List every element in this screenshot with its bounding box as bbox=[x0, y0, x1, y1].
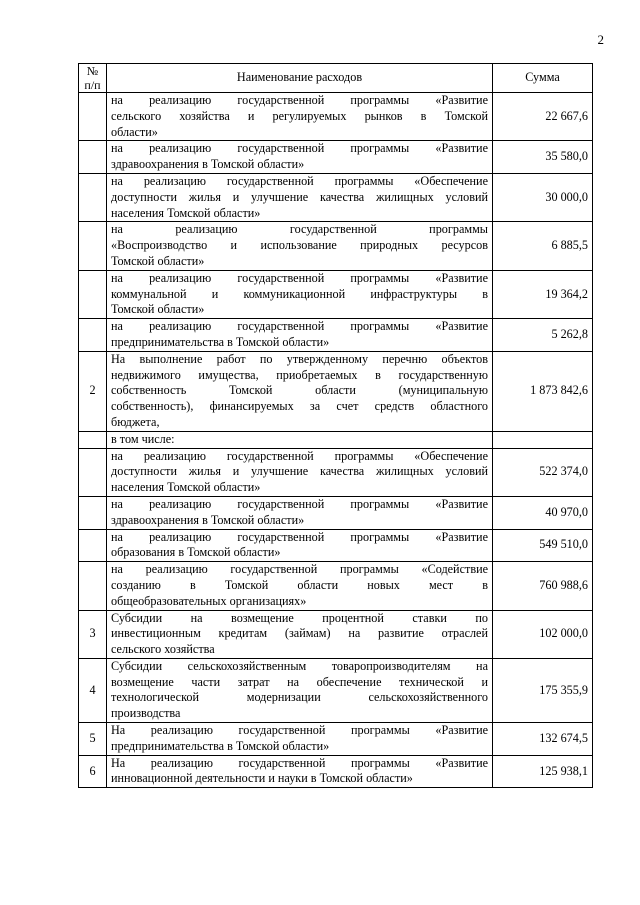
table-row bbox=[79, 319, 593, 352]
row-description-line: на реализацию государственной программы «Развитие bbox=[111, 270, 488, 285]
table-row bbox=[79, 610, 593, 658]
table-body bbox=[79, 93, 593, 788]
row-number: 2 bbox=[79, 351, 107, 431]
row-number bbox=[79, 562, 107, 610]
row-description bbox=[107, 222, 493, 270]
header-number-line2: п/п bbox=[84, 78, 101, 92]
row-description-line: возмещение части затрат на обеспечение технической и bbox=[111, 674, 488, 689]
row-number: 3 bbox=[79, 610, 107, 658]
row-number bbox=[79, 173, 107, 221]
row-description-line: сельского хозяйства bbox=[111, 642, 215, 657]
row-description-line: коммунальной и коммуникационной инфраструктуры в bbox=[111, 286, 488, 301]
row-number bbox=[79, 319, 107, 352]
row-description-line: На реализацию государственной программы «Развитие bbox=[111, 723, 488, 738]
row-number bbox=[79, 93, 107, 141]
row-number: 4 bbox=[79, 658, 107, 722]
table-row bbox=[79, 173, 593, 221]
row-description bbox=[107, 755, 493, 788]
row-amount: 549 510,0 bbox=[493, 529, 593, 562]
row-amount: 22 667,6 bbox=[493, 93, 593, 141]
header-sum: Сумма bbox=[493, 64, 593, 93]
row-description bbox=[107, 270, 493, 318]
row-amount: 6 885,5 bbox=[493, 222, 593, 270]
row-description-line: образования в Томской области» bbox=[111, 545, 281, 560]
table-row bbox=[79, 496, 593, 529]
row-description-line: области» bbox=[111, 124, 158, 139]
row-description-line: на реализацию государственной программы «Развитие bbox=[111, 529, 488, 544]
row-description bbox=[107, 351, 493, 431]
row-amount: 1 873 842,6 bbox=[493, 351, 593, 431]
row-description-line: общеобразовательных организациях» bbox=[111, 593, 307, 608]
row-description-line: на реализацию государственной программы «Обеспечение bbox=[111, 448, 488, 463]
row-description-line: Томской области» bbox=[111, 253, 205, 268]
header-name: Наименование расходов bbox=[107, 64, 493, 93]
row-description bbox=[107, 173, 493, 221]
row-description bbox=[107, 141, 493, 174]
row-description-line: Томской области» bbox=[111, 302, 205, 317]
row-amount: 522 374,0 bbox=[493, 448, 593, 496]
row-description-line: собственность Томской области (муниципальную bbox=[111, 383, 488, 398]
row-description bbox=[107, 562, 493, 610]
row-description-line: предпринимательства в Томской области» bbox=[111, 334, 330, 349]
row-description bbox=[107, 610, 493, 658]
row-description-line: населения Томской области» bbox=[111, 205, 261, 220]
row-description-line: Субсидии на возмещение процентной ставки по bbox=[111, 610, 488, 625]
row-description-line: доступности жилья и улучшение качества жилищных условий bbox=[111, 189, 488, 204]
table-row bbox=[79, 270, 593, 318]
row-description-line: Субсидии сельскохозяйственным товаропроизводителям на bbox=[111, 658, 488, 673]
row-description-line: населения Томской области» bbox=[111, 480, 261, 495]
row-description bbox=[107, 448, 493, 496]
row-description-line: инвестиционным кредитам (займам) на развитие отраслей bbox=[111, 626, 488, 641]
row-amount: 175 355,9 bbox=[493, 658, 593, 722]
row-amount: 132 674,5 bbox=[493, 723, 593, 756]
row-description-line: на реализацию государственной программы bbox=[111, 222, 488, 237]
row-description-line: предпринимательства в Томской области» bbox=[111, 738, 330, 753]
row-amount: 102 000,0 bbox=[493, 610, 593, 658]
row-description-line: на реализацию государственной программы «Развитие bbox=[111, 496, 488, 511]
row-description-line: созданию в Томской области новых мест в bbox=[111, 577, 488, 592]
row-description-line: бюджета, bbox=[111, 414, 160, 429]
page-number: 2 bbox=[597, 32, 604, 47]
table-row bbox=[79, 222, 593, 270]
row-number bbox=[79, 431, 107, 448]
table-row bbox=[79, 351, 593, 431]
row-number bbox=[79, 222, 107, 270]
row-description bbox=[107, 529, 493, 562]
row-description-line: На выполнение работ по утвержденному перечню объектов bbox=[111, 351, 488, 366]
row-description-line: сельского хозяйства и регулируемых рынков в Томской bbox=[111, 108, 488, 123]
row-description bbox=[107, 658, 493, 722]
row-description-line: производства bbox=[111, 706, 181, 721]
table-row bbox=[79, 529, 593, 562]
row-description-line: инновационной деятельности и науки в Томской области» bbox=[111, 771, 413, 786]
header-number-line1: № bbox=[86, 64, 99, 78]
table-row bbox=[79, 755, 593, 788]
row-amount: 125 938,1 bbox=[493, 755, 593, 788]
row-number bbox=[79, 270, 107, 318]
row-description bbox=[107, 319, 493, 352]
table-row bbox=[79, 658, 593, 722]
row-description bbox=[107, 93, 493, 141]
row-number: 5 bbox=[79, 723, 107, 756]
row-description-line: «Воспроизводство и использование природных ресурсов bbox=[111, 238, 488, 253]
row-description-line: в том числе: bbox=[111, 431, 175, 446]
row-amount: 19 364,2 bbox=[493, 270, 593, 318]
table-row bbox=[79, 431, 593, 448]
row-description bbox=[107, 723, 493, 756]
row-description-line: на реализацию государственной программы «Развитие bbox=[111, 141, 488, 156]
header-number bbox=[79, 64, 107, 93]
row-amount: 35 580,0 bbox=[493, 141, 593, 174]
expenses-table bbox=[78, 63, 593, 788]
row-description-line: здравоохранения в Томской области» bbox=[111, 512, 305, 527]
table-header-row bbox=[79, 64, 593, 93]
row-description-line: собственность), финансируемых за счет средств областного bbox=[111, 399, 488, 414]
row-description-line: доступности жилья и улучшение качества жилищных условий bbox=[111, 464, 488, 479]
row-number bbox=[79, 496, 107, 529]
row-description-line: недвижимого имущества, приобретаемых в государственную bbox=[111, 367, 488, 382]
row-description-line: на реализацию государственной программы «Развитие bbox=[111, 319, 488, 334]
row-description-line: на реализацию государственной программы «Развитие bbox=[111, 93, 488, 107]
table-row bbox=[79, 93, 593, 141]
table-row bbox=[79, 562, 593, 610]
row-number bbox=[79, 448, 107, 496]
row-description bbox=[107, 431, 493, 448]
row-number bbox=[79, 141, 107, 174]
row-amount: 30 000,0 bbox=[493, 173, 593, 221]
row-amount bbox=[493, 431, 593, 448]
row-description-line: на реализацию государственной программы «Обеспечение bbox=[111, 173, 488, 188]
row-description-line: На реализацию государственной программы «Развитие bbox=[111, 755, 488, 770]
row-amount: 760 988,6 bbox=[493, 562, 593, 610]
row-description-line: технологической модернизации сельскохозяйственного bbox=[111, 690, 488, 705]
row-description bbox=[107, 496, 493, 529]
row-amount: 40 970,0 bbox=[493, 496, 593, 529]
table-row bbox=[79, 141, 593, 174]
row-description-line: здравоохранения в Томской области» bbox=[111, 157, 305, 172]
row-number: 6 bbox=[79, 755, 107, 788]
row-amount: 5 262,8 bbox=[493, 319, 593, 352]
table-row bbox=[79, 723, 593, 756]
table-row bbox=[79, 448, 593, 496]
row-description-line: на реализацию государственной программы «Содействие bbox=[111, 562, 488, 577]
row-number bbox=[79, 529, 107, 562]
